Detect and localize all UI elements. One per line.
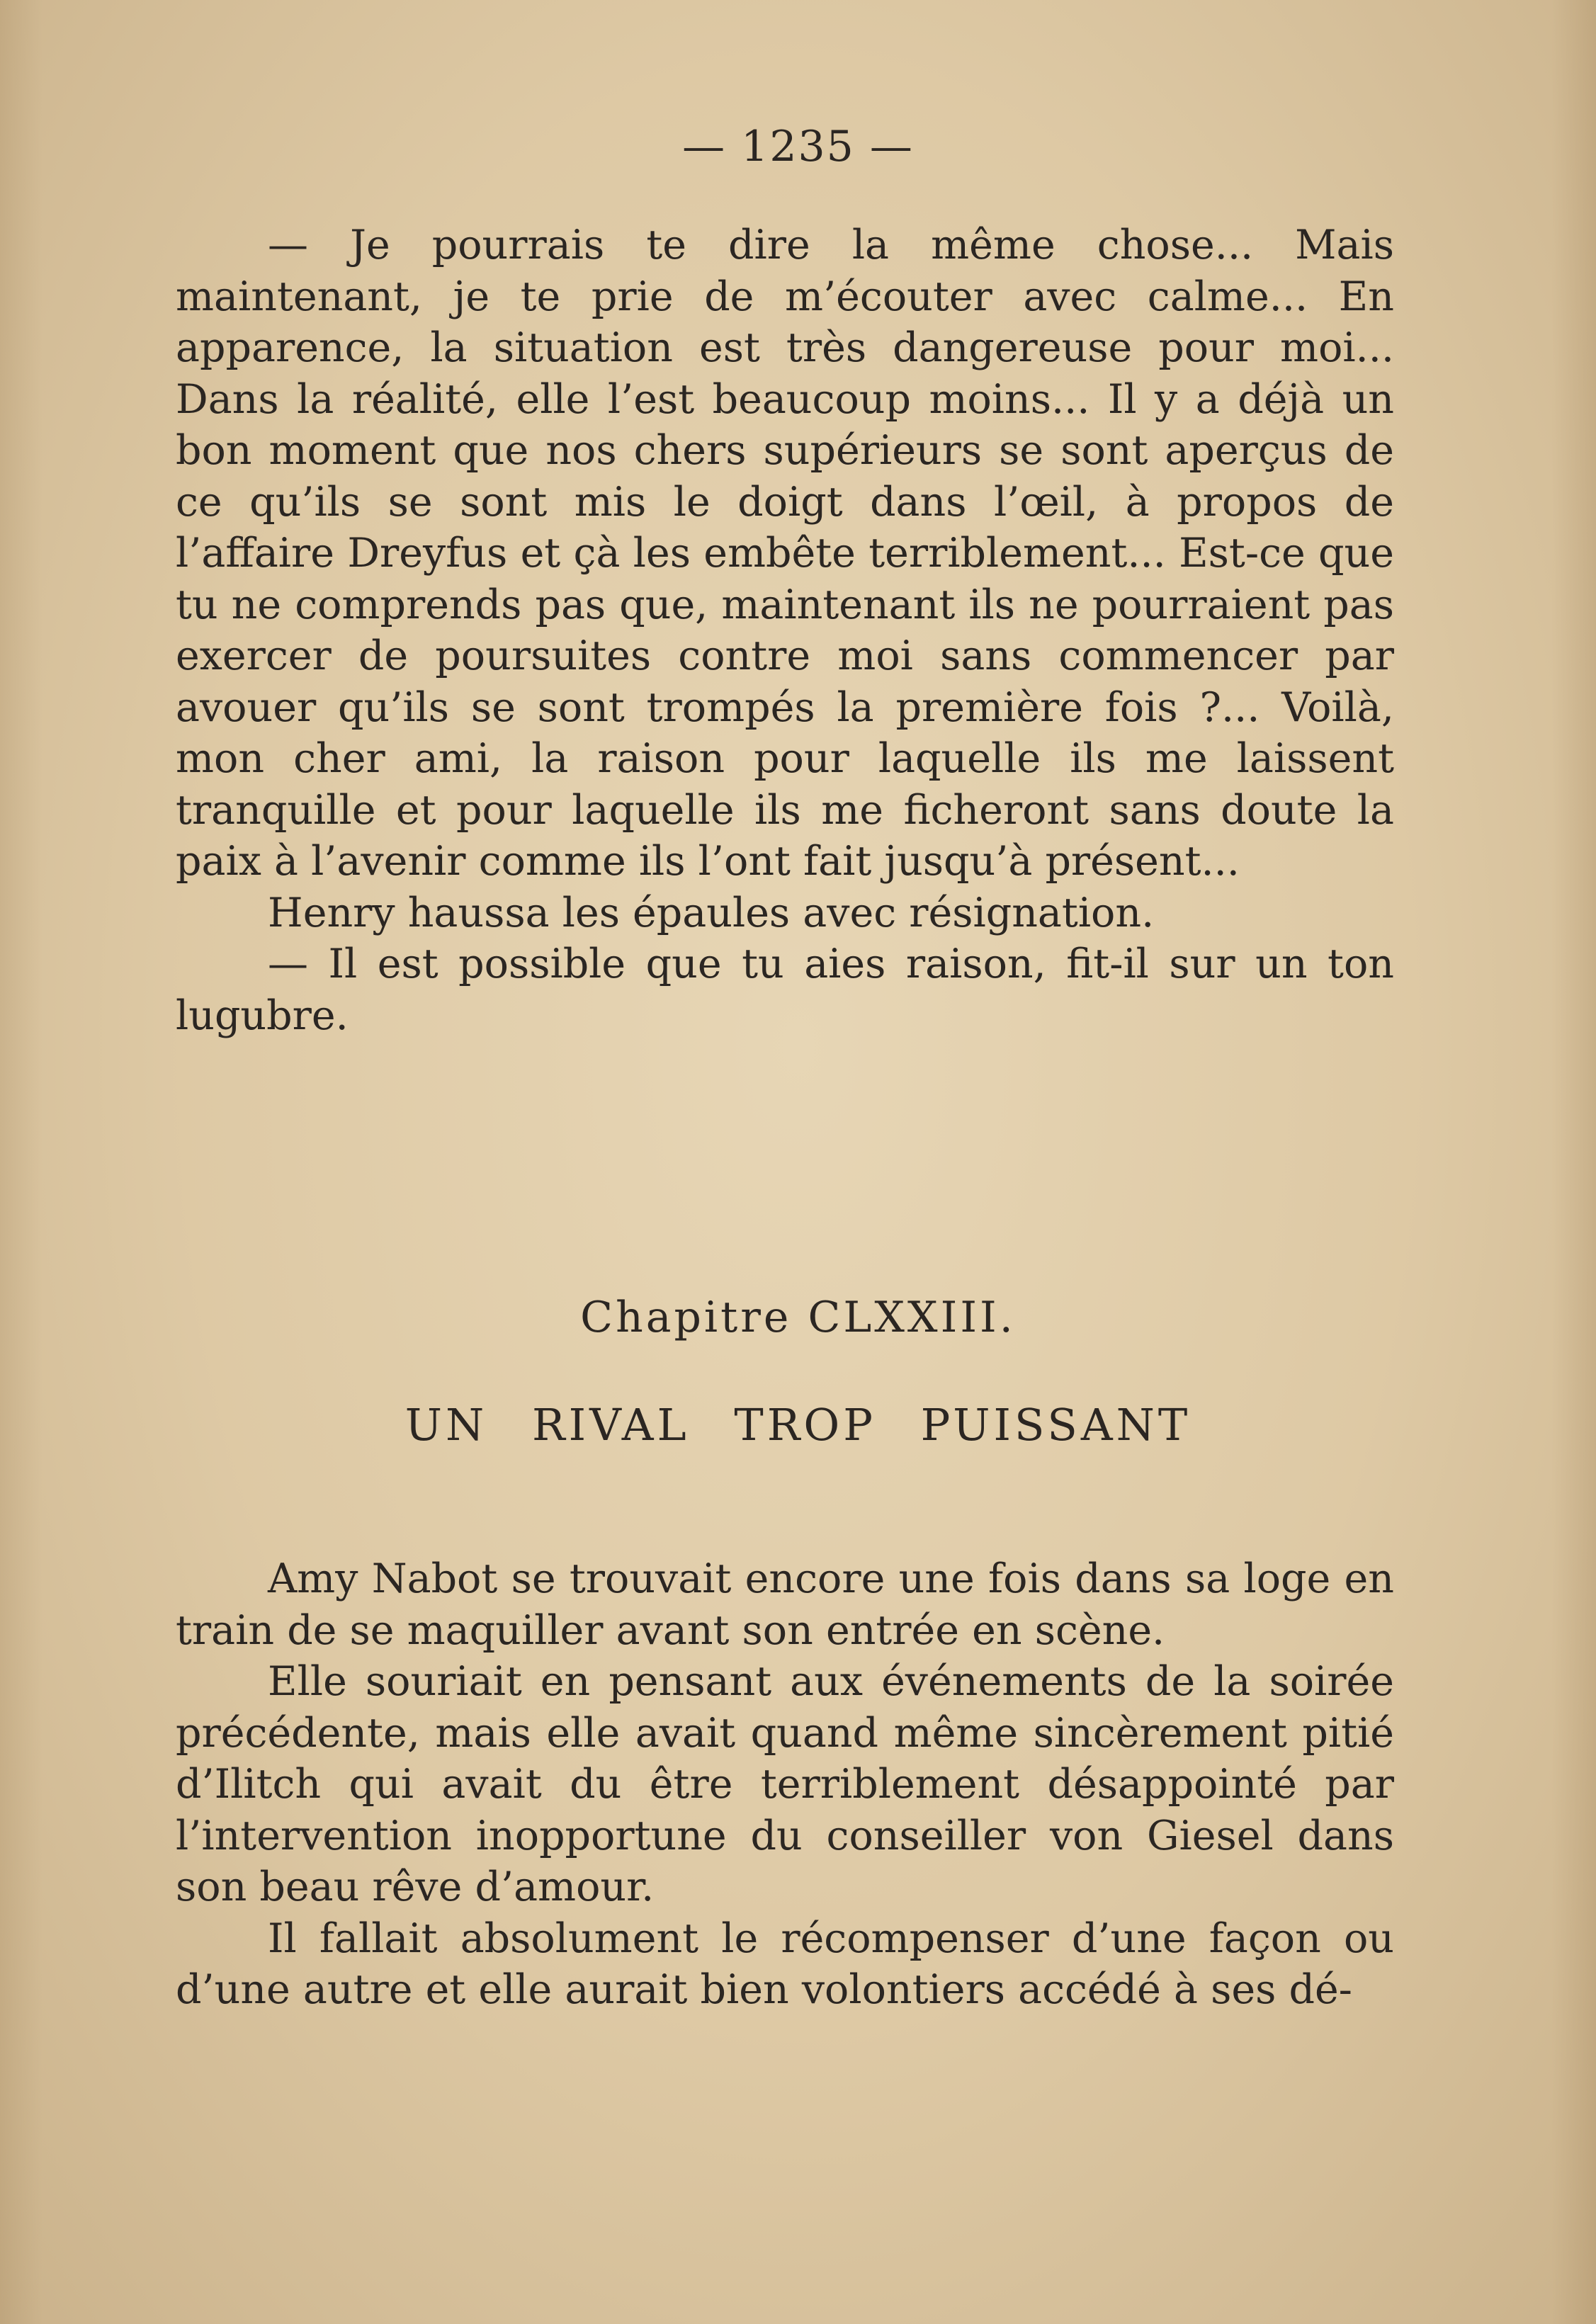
paragraph: Il fallait absolument le récompenser d’une façon ou d’une autre et elle aurait bien volontiers accédé à ses dé- [176, 1915, 1394, 2013]
chapter-heading: Chapitre CLXXIII. [580, 1293, 1016, 1342]
paragraph: — Je pourrais te dire la même chose... Mais maintenant, je te prie de m’écouter avec calme... En apparence, la situation est très dangereuse pour moi... Dans la réalité, elle l’est beaucoup moins... Il y a déjà un bon moment que nos chers supérieurs se sont aperçus de ce qu’ils se sont mis le doigt dans l’œil, à propos de l’affaire Dreyfus et çà les embête terriblement... Est-ce que tu ne comprends pas que, maintenant ils ne pourraient pas exercer de poursuites contre moi sans commencer par avouer qu’ils se sont trompés la première fois ?... Voilà, mon cher ami, la raison pour laquelle ils me laissent tranquille et pour laquelle ils me ficheront sans doute la paix à l’avenir comme ils l’ont fait jusqu’à présent... [176, 222, 1394, 885]
paragraph: Amy Nabot se trouvait encore une fois dans sa loge en train de se maquiller avant son entrée en scène. [176, 1555, 1394, 1654]
paragraph: Henry haussa les épaules avec résignation. [268, 889, 1155, 936]
paragraph: Elle souriait en pensant aux événements de la soirée précédente, mais elle avait quand même sincèrement pitié d’Ilitch qui avait du être terriblement désappointé par l’intervention inopportune du conseiller von Giesel dans son beau rêve d’amour. [176, 1658, 1394, 1910]
text-section-2 [176, 1553, 1394, 2016]
text-section-1 [176, 220, 1394, 1041]
chapter-title: UN RIVAL TROP PUISSANT [404, 1399, 1192, 1451]
page-number: — 1235 — [682, 122, 914, 171]
paragraph: — Il est possible que tu aies raison, fit-il sur un ton lugubre. [176, 941, 1394, 1039]
